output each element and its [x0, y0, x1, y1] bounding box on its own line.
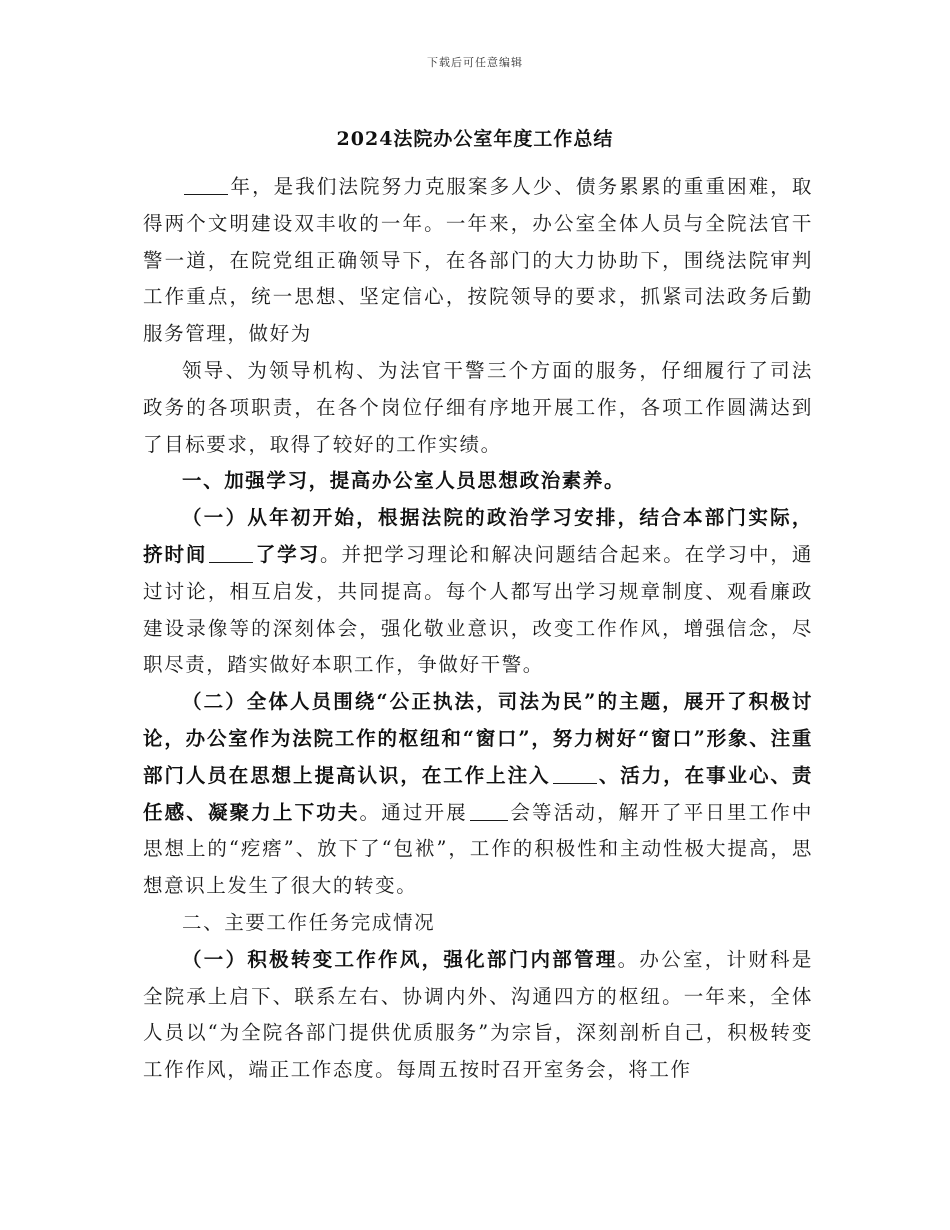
- paragraph-study: [143, 500, 813, 684]
- heading-text: 一、加强学习，提高办公室人员思想政治素养。: [182, 469, 626, 493]
- fill-blank: [553, 765, 597, 784]
- bold-lead-end: 、活力，在事业心、责任感、凝聚力上下功夫: [143, 763, 813, 824]
- bold-lead-end: 了学习: [255, 542, 321, 566]
- document-body: [143, 169, 813, 1089]
- paragraph-service: 领导、为领导机构、为法官干警三个方面的服务，仔细履行了司法政务的各项职责，在各个岗位仔细有序地开展工作，各项工作圆满达到了目标要求，取得了较好的工作实绩。: [143, 358, 813, 456]
- paragraph-text: 。通过开展: [359, 800, 468, 824]
- bold-lead: （一）积极转变工作作风，强化部门内部管理: [182, 947, 618, 971]
- paragraph-text: 。并把学习理论和解决问题结合起来。在学习中，通过讨论，相互启发，共同提高。每个人都写出学习规章制度、观看廉政建设录像等的深刻体会，强化敬业意识，改变工作作风，增强信念，尽职尽责，踏实做好本职工作，争做好干警。: [143, 542, 813, 677]
- section-heading-1: [143, 463, 813, 500]
- bold-lead: （二）全体人员围绕“公正执法，司法为民”的主题，展开了积极讨论，办公室作为法院工作的枢纽和“窗口”，努力树好“窗口”形象、注重部门人员在思想上提高认识，在工作上注入: [143, 690, 813, 787]
- header-note: 下载后可任意编辑: [427, 56, 523, 69]
- section-heading-2: [143, 905, 813, 942]
- fill-blank: [470, 802, 508, 821]
- paragraph-text: 年，是我们法院努力克服案多人少、债务累累的重重困难，取得两个文明建设双丰收的一年。一年来，办公室全体人员与全院法官干警一道，在院党组正确领导下，在各部门的大力协助下，围绕法院审判工作重点，统一思想、坚定信心，按院领导的要求，抓紧司法政务后勤服务管理，做好为: [143, 175, 813, 346]
- fill-blank: [184, 176, 228, 195]
- paragraph-management: [143, 942, 813, 1089]
- bold-lead: （一）从年初开始，根据法院的政治学习安排，结合本部门实际，挤时间: [143, 506, 813, 566]
- page-title: 2024法院办公室年度工作总结: [336, 128, 614, 150]
- paragraph-discussion: [143, 684, 813, 905]
- paragraph-text-rest: 会等活动，解开了平日里工作中思想上的“疙瘩”、放下了“包袱”，工作的积极性和主动性极大提高，思想意识上发生了很大的转变。: [143, 800, 813, 898]
- paragraph-intro: [143, 169, 813, 353]
- fill-blank: [209, 544, 253, 563]
- heading-text: 二、主要工作任务完成情况: [182, 910, 436, 934]
- paragraph-text: 。办公室，计财科是全院承上启下、联系左右、协调内外、沟通四方的枢纽。一年来，全体人员以“为全院各部门提供优质服务”为宗旨，深刻剖析自己，积极转变工作作风，端正工作态度。每周五按时召开室务会，将工作: [143, 947, 813, 1082]
